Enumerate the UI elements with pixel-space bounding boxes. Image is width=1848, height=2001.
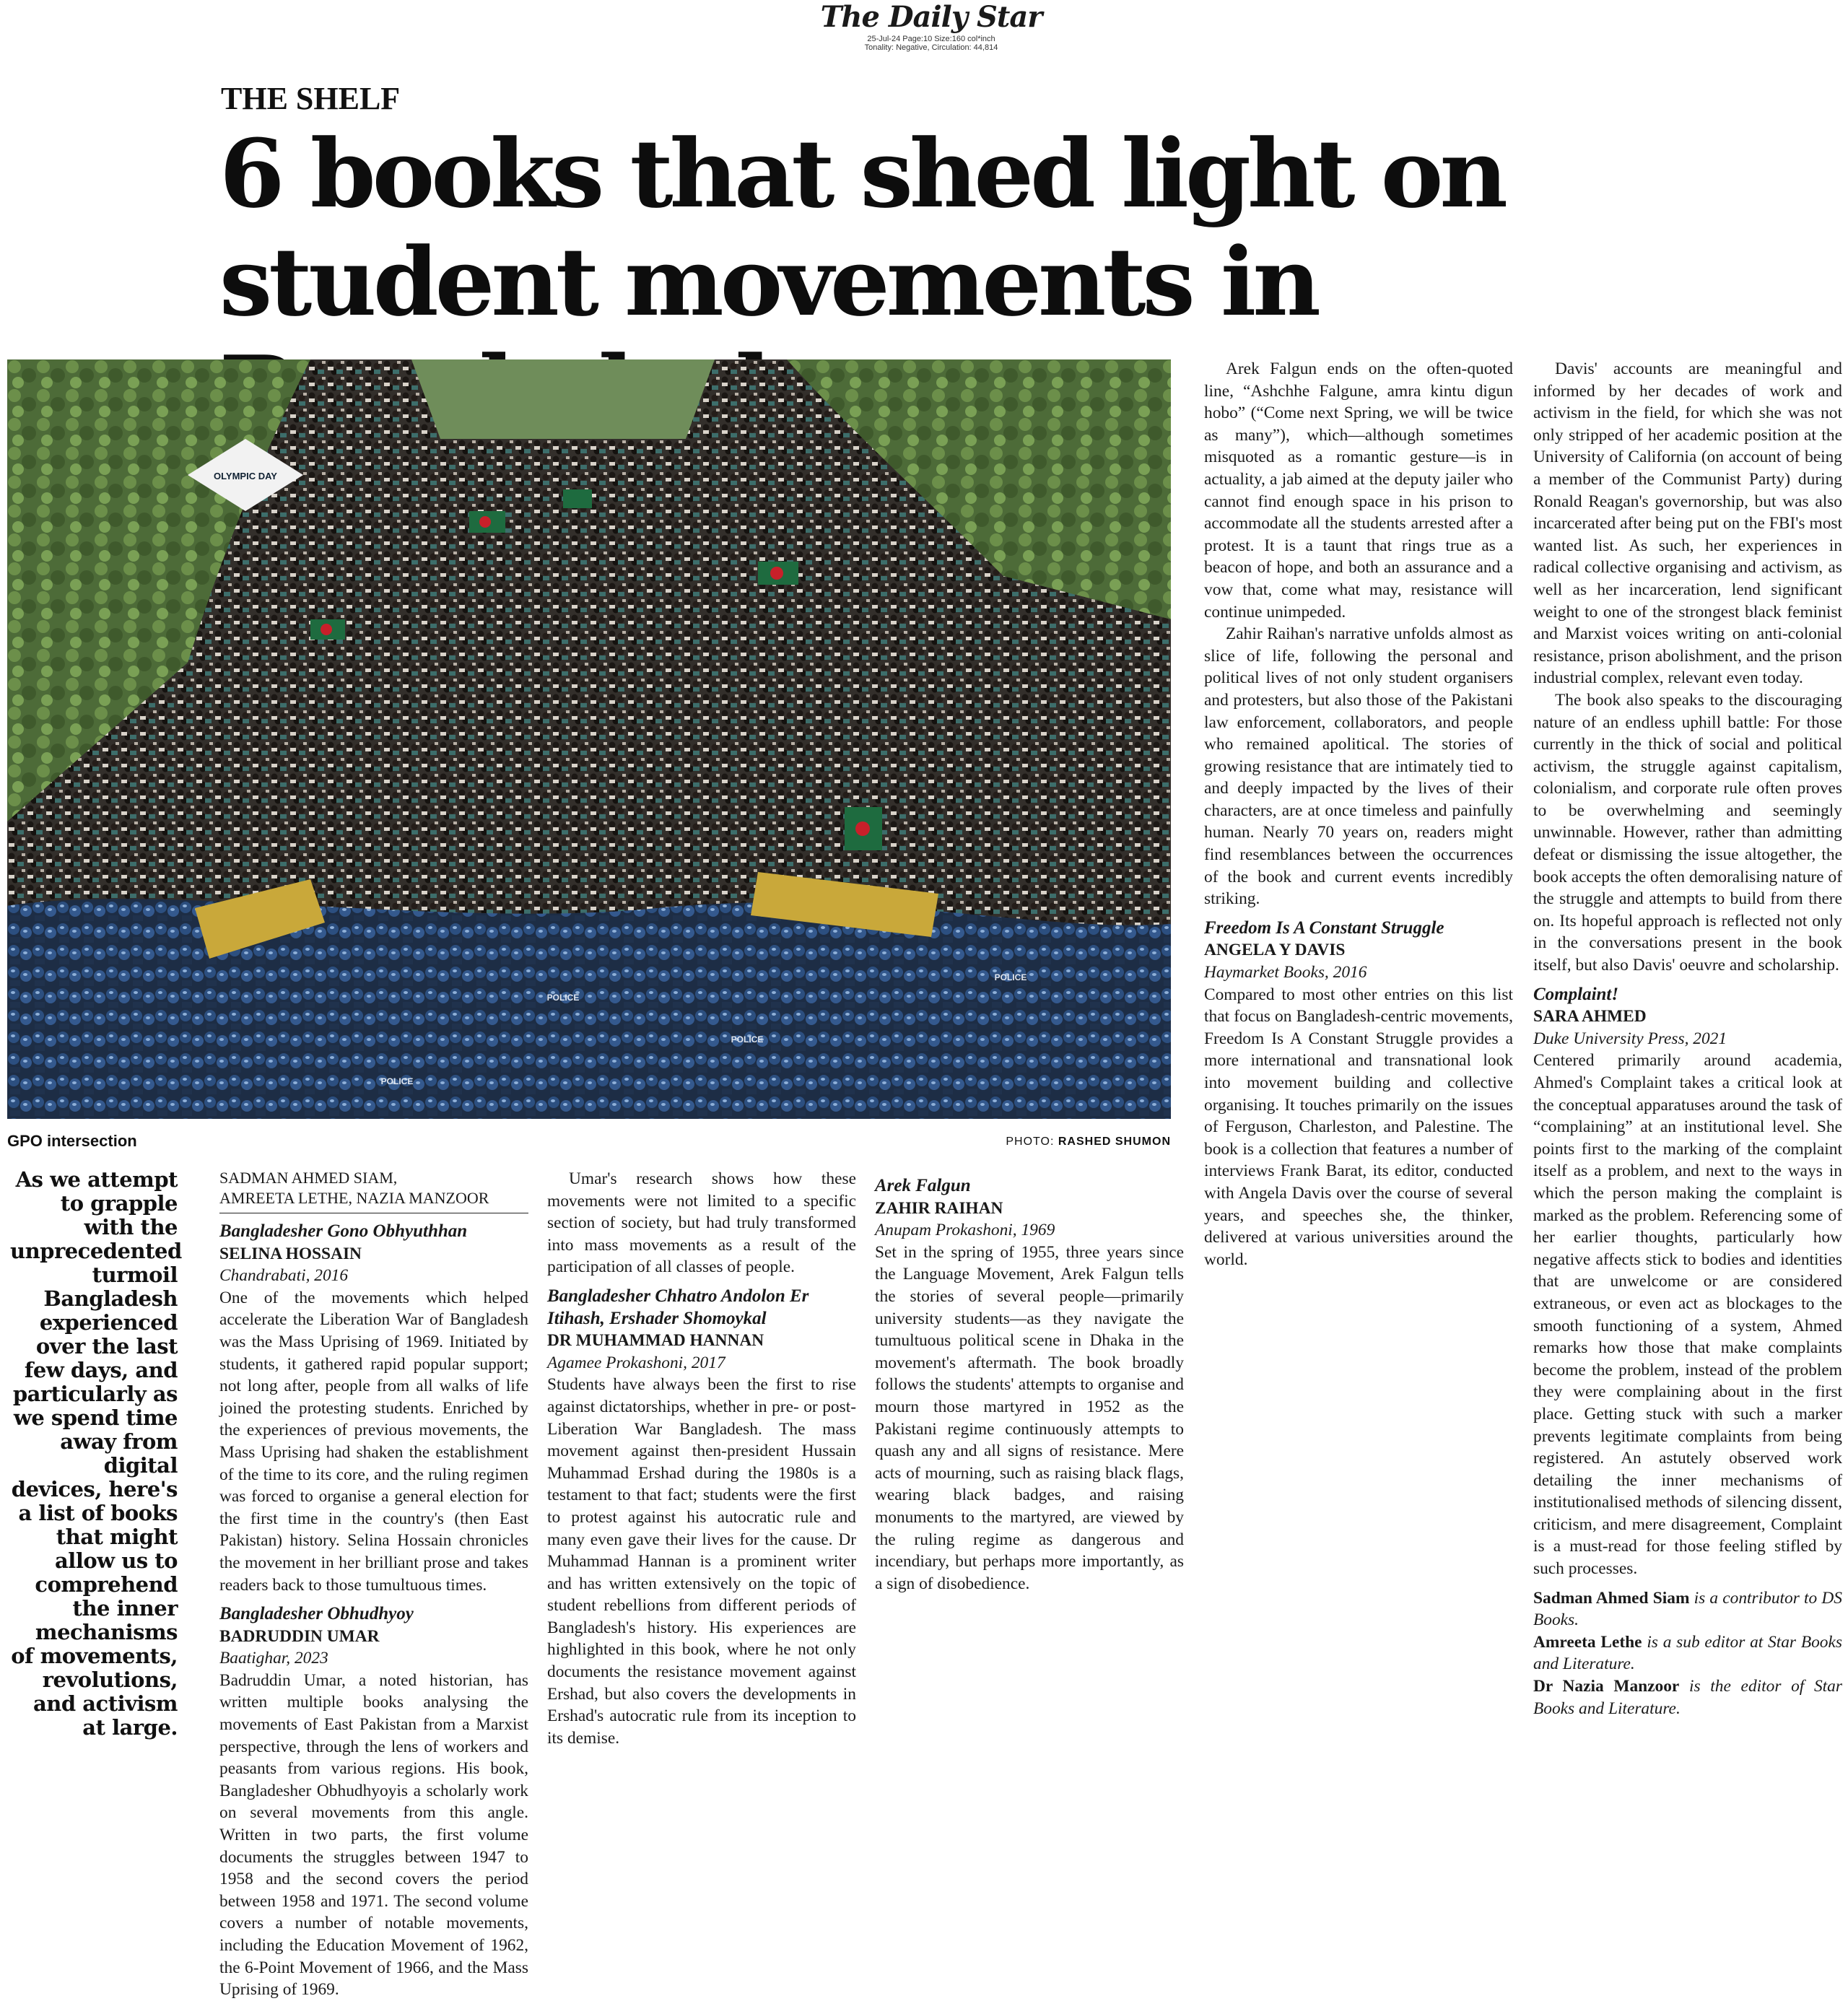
police-shield-text: POLICE — [731, 1034, 764, 1045]
book-publisher: Duke University Press, 2021 — [1533, 1029, 1727, 1048]
contributor-note — [1533, 1587, 1842, 1631]
photo-credit — [938, 1135, 1171, 1149]
book-paragraph: The book also speaks to the discouraging nature of an endless uphill battle: For those currently in the thick of social and political activism, the struggle against capitalism, colonialism, and corporate rule often proves to be overwhelming and seemingly unwinnable. However, rather than admitting defeat or dismissing the issue altogether, the book accepts the often demoralising nature of the struggle and attempts to build from there on. Its hopeful approach is reflected not only in the conversations present in the book itself, but also Davis' oeuvre and scholarship. — [1533, 690, 1842, 975]
book-paragraph: Set in the spring of 1955, three years since the Language Movement, Arek Falgun tells the stories of several people—primarily university students—as they navigate the tumultuous political scene in Dhaka in the movement's aftermath. The book broadly follows the students' attempts to organise and mourn those martyred in 1952 as the Pakistani regime continuously attempts to quash any and all signs of resistance. Mere acts of mourning, such as raising black flags, wearing black badges, and raising monuments to the martyred, are viewed by the ruling regime as dangerous and incendiary, but perhaps more importantly, as a sign of disobedience. — [875, 1242, 1184, 1593]
article-column-3 — [875, 1168, 1184, 1595]
book-paragraph: Centered primarily around academia, Ahmed's Complaint takes a critical look at the conceptual apparatuses around the task of “complaining” at an institutional level. She points first to the marking of the complaint itself as a problem, and next to the ways in which the person making the complaint is marked as the problem. Referencing some of her earlier thoughts, particularly how negative affects stick to bodies and identities that are unwelcome or are considered extraneous, or even act as blockages to the smooth functioning of a system, Ahmed remarks how those that make complaints become the problem, instead of the problem they were complaining about in the first place. Getting stuck with such a marker prevents legitimate complaints from being registered. An astutely observed work detailing the inner mechanisms of institutionalised methods of silencing dissent, criticism, and mere disagreement, Complaint is a must-read for those feeling stifled by such processes. — [1533, 1051, 1842, 1579]
contributor-note — [1533, 1631, 1842, 1675]
crowd-photo — [7, 359, 1171, 1119]
book-publisher: Chandrabati, 2016 — [219, 1266, 349, 1286]
police-shield-text: POLICE — [380, 1076, 414, 1086]
book-publisher: Anupam Prokashoni, 1969 — [875, 1221, 1055, 1240]
byline-line-1: SADMAN AHMED SIAM, — [219, 1169, 398, 1187]
contributor-role: is the editor of Star Books and Literature. — [1533, 1677, 1842, 1718]
clipping-meta-line2: Tonality: Negative, Circulation: 44,814 — [864, 43, 998, 52]
book-paragraph: Badruddin Umar, a noted historian, has written multiple books analysing the movements of East Pakistan from a Marxist perspective, through the lens of workers and peasants from various regions. His book, Bangladesher Obhudhyoyis a scholarly work on several movements from this angle. Written in two parts, the first volume documents the struggles between 1947 to 1958 and the second covers the period between 1958 and 1971. The second volume covers a number of notable movements, including the Education Movement of 1962, the 6-Point Movement of 1966, and the Mass Uprising of 1969. — [219, 1670, 528, 2000]
book-author: SELINA HOSSAIN — [219, 1244, 362, 1263]
contributor-note — [1533, 1675, 1842, 1719]
photo-credit-name: RASHED SHUMON — [1058, 1135, 1171, 1148]
article-column-4 — [1204, 358, 1513, 1270]
book-title: Freedom Is A Constant Struggle — [1204, 917, 1444, 938]
book-author: ANGELA Y DAVIS — [1204, 941, 1346, 960]
book-paragraph: Davis' accounts are meaningful and informed by her decades of work and activism in the field, for which she was not only stripped of her academic position at the University of California (on account of being a member of the Communist Party) during Ronald Reagan's governorship, but was also incarcerated after being put on the FBI's most wanted list. As such, her experiences in radical collective organising and activism, as well as her incarceration, lend significant weight to one of the strongest black feminist and Marxist voices writing on anti-colonial resistance, prison abolishment, and the prison industrial complex, relevant even today. — [1533, 359, 1842, 688]
book-author: DR MUHAMMAD HANNAN — [547, 1331, 764, 1351]
book-title: Bangladesher Obhudhyoy — [219, 1604, 414, 1624]
photo-credit-label: PHOTO: — [1006, 1135, 1055, 1148]
police-shield-text: POLICE — [994, 972, 1027, 982]
photo-sign-text: OLYMPIC DAY — [214, 471, 277, 481]
photo-caption: GPO intersection — [7, 1132, 137, 1150]
book-author: BADRUDDIN UMAR — [219, 1626, 380, 1646]
police-shield-text: POLICE — [546, 993, 580, 1003]
book-title: Bangladesher Chhatro Andolon Er Itihash, Ershader Shomoykal — [547, 1286, 809, 1328]
book-author: ZAHIR RAIHAN — [875, 1198, 1003, 1218]
contributor-name: Sadman Ahmed Siam — [1533, 1588, 1690, 1608]
book-publisher: Haymarket Books, 2016 — [1204, 963, 1367, 982]
book-title: Arek Falgun — [875, 1176, 971, 1195]
masthead — [816, 0, 1047, 52]
section-label: THE SHELF — [221, 81, 401, 116]
contributor-role: is a sub editor at Star Books and Literature. — [1533, 1632, 1842, 1674]
contributor-name: Amreeta Lethe — [1533, 1632, 1642, 1652]
book-author: SARA AHMED — [1533, 1007, 1647, 1026]
book-paragraph: Zahir Raihan's narrative unfolds almost as slice of life, following the personal and political lives of not only student organisers and protesters, but also those of the Pakistani law enforcement, collaborators, and people who remained apolitical. The stories of growing resistance that are intimately tied to and deeply impacted by the lives of their characters, are at once timeless and painfully human. Nearly 70 years on, readers might find resemblances between the occurrences of the book and current events incredibly striking. — [1204, 624, 1513, 909]
book-paragraph: One of the movements which helped accelerate the Liberation War of Bangladesh was the Mass Uprising of 1969. Initiated by students, it gathered rapid popular support; not long after, people from all walks of life joined the protesting students. Enriched by the experiences of previous movements, the Mass Uprising had shaken the establishment of the time to its core, and the ruling regimen was forced to organise a general election for the first time in the country's (then East Pakistan) history. Selina Hossain chronicles the movement in her brilliant prose and takes readers back to those tumultuous times. — [219, 1288, 528, 1595]
book-paragraph: Umar's research shows how these movements were not limited to a specific section of society, but had truly transformed into mass movements as a result of the participation of all classes of people. — [547, 1169, 856, 1277]
contributor-name: Dr Nazia Manzoor — [1533, 1677, 1680, 1696]
book-title: Complaint! — [1533, 984, 1619, 1004]
book-paragraph: Arek Falgun ends on the often-quoted line, “Ashchhe Falgune, amra kintu digun hobo” (“Come next Spring, we will be twice as many”), which—although sometimes misquoted as a romantic gesture—is in actuality, a jab aimed at the deputy jailer who cannot find enough space in his prison to accommodate all the students arrested after a protest. It is a taunt that rings true as a beacon of hope, and both an assurance and a vow that, come what may, resistance will continue unimpeded. — [1204, 359, 1513, 622]
book-paragraph: Compared to most other entries on this list that focus on Bangladesh-centric movements, Freedom Is A Constant Struggle provides a more international and transnational look into movement building and collective organising. It touches primarily on the issues of Ferguson, Charleston, and Palestine. The book is a collection that features a number of interviews Frank Barat, its editor, conducted with Angela Davis over the course of several years, and speeches she, the thinker, delivered at various universities around the world. — [1204, 985, 1513, 1269]
contributor-role: is a contributor to DS Books. — [1533, 1588, 1842, 1630]
book-publisher: Agamee Prokashoni, 2017 — [547, 1353, 725, 1372]
byline-line-2: AMREETA LETHE, NAZIA MANZOOR — [219, 1189, 489, 1207]
article-column-5 — [1533, 358, 1842, 1719]
book-title: Bangladesher Gono Obhyuthhan — [219, 1221, 468, 1241]
headline: 6 books that shed light on student movements in — [219, 118, 1504, 337]
clipping-meta-line1: 25-Jul-24 Page:10 Size:160 col*inch — [867, 35, 995, 43]
byline — [219, 1168, 528, 1213]
newspaper-logo: The Daily Star — [820, 0, 1042, 34]
book-paragraph: Students have always been the first to rise against dictatorships, whether in pre- or post-Liberation War Bangladesh. The mass movement against then-president Hussain Muhammad Ershad during the 1980s is a testament to that fact; students were the first to protest against his autocratic rule and many even gave their lives for the cause. Dr Muhammad Hannan is a prominent writer and has written extensively on the topic of student rebellions from different periods of Bangladesh's history. His experiences are highlighted in this book, where he not only documents the resistance movement against Ershad, but also covers the developments in Ershad's autocratic rule from its inception to its demise. — [547, 1375, 856, 1748]
pull-quote: As we attempt to grapple with the unprecedented turmoil Bangladesh experienced over the last few days, and particularly as we spend time away from digital devices, here's a list of books that might allow us to comprehend the inner mechanisms of movements, revolutions, and activism at large. — [10, 1167, 182, 1740]
crowd-photo-illustration — [7, 359, 1171, 1119]
article-column-1 — [219, 1168, 528, 2001]
article-column-2 — [547, 1168, 856, 1749]
book-publisher: Baatighar, 2023 — [219, 1649, 328, 1668]
